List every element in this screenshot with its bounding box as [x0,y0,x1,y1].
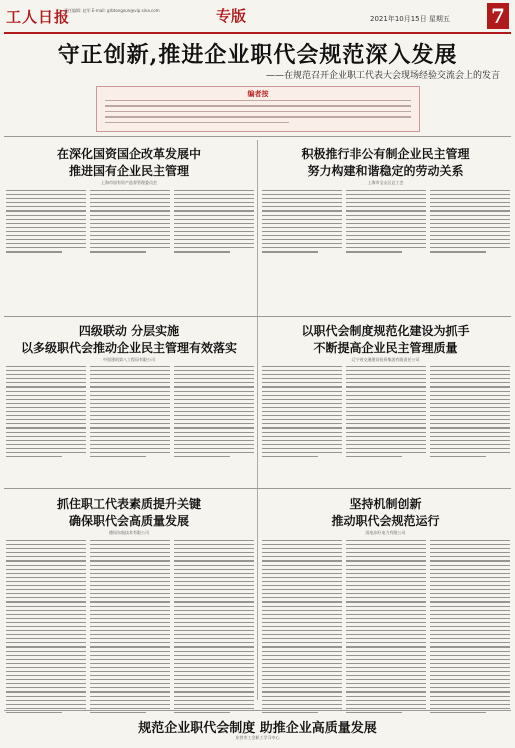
article-2-body [346,190,426,256]
article-3-body [6,366,86,460]
editor-contact: 责任编辑: 赵军 E-mail: grbtongxun@vip.sina.com [64,8,160,13]
article-4-body [262,366,342,460]
section-label: 专版 [216,7,247,25]
issue-date: 2021年10月15日 星期五 [370,15,450,23]
article-3-body [90,366,170,460]
section-divider [4,136,511,137]
article-6-body [262,540,342,716]
section-divider [4,710,511,711]
article-4-byline: 辽宁省交通建设投资集团有限责任公司 [351,357,420,362]
section-divider [4,316,511,317]
article-4-body [346,366,426,460]
article-5-body [174,540,254,716]
article-2-body [262,190,342,256]
article-5-body [6,540,86,716]
article-6-body [430,540,510,716]
article-1-title: 在深化国资国企改革发展中 推进国有企业民主管理 [56,147,201,178]
article-7-title: 规范企业职代会制度 助推企业高质量发展 [138,721,377,736]
article-1-body [6,190,86,256]
article-6-byline: 国电东旺电力有限公司 [365,530,406,535]
article-3-byline: 中国建筑第八工程局有限公司 [103,357,155,362]
article-6-body [346,540,426,716]
masthead-divider [4,32,511,34]
article-4-body [430,366,510,460]
page-headline: 守正创新,推进企业职代会规范深入发展 [57,42,458,68]
section-divider [4,488,511,489]
masthead [0,0,515,34]
editor-note-title: 编者按 [247,90,269,98]
page-number: 7 [487,3,509,29]
article-1-body [174,190,254,256]
article-3-body [174,366,254,460]
article-7-byline: 东营市工会职工学习中心 [235,735,280,740]
editor-note-body [105,100,411,127]
page-subheadline: ——在规范召开企业职工代表大会现场经验交流会上的发言 [265,71,500,81]
article-5-body [90,540,170,716]
editor-note-box [96,86,420,132]
article-6-title: 坚持机制创新 推动职代会规范运行 [331,497,440,528]
article-1-byline: 上海市国有资产监督管理委员会 [101,180,157,185]
article-5-title: 抓住职工代表素质提升关键 确保职代会高质量发展 [56,497,201,528]
article-4-title: 以职代会制度规范化建设为抓手 不断提高企业民主管理质量 [301,324,470,355]
article-2-byline: 上海市宝山区总工会 [367,180,404,185]
article-5-byline: 德国东航技术有限公司 [109,530,149,535]
newspaper-logo: 工人日报 [6,8,71,26]
article-3-title: 四级联动 分层实施 以多级职代会推动企业民主管理有效落实 [20,324,237,355]
article-2-body [430,190,510,256]
column-divider [257,140,258,700]
article-2-title: 积极推行非公有制企业民主管理 努力构建和谐稳定的劳动关系 [301,147,470,178]
article-1-body [90,190,170,256]
